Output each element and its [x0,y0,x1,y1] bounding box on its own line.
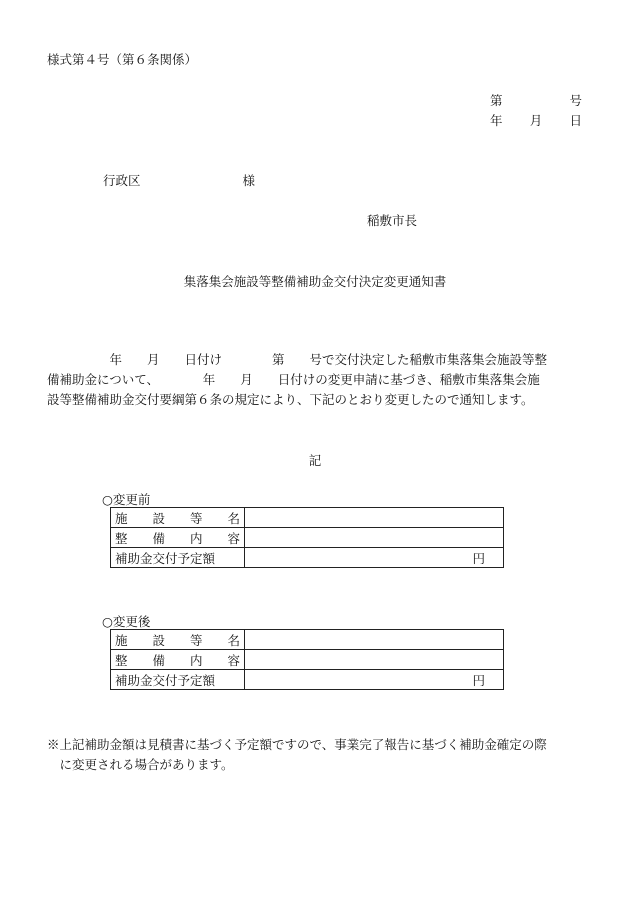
amount-value[interactable]: 円 [245,670,504,690]
body-line: 設等整備補助金交付要綱第６条の規定により、下記のとおり変更したので通知します。 [47,392,534,407]
label-char: 設 [152,510,165,526]
addressee [103,171,255,189]
label-char: 容 [227,530,240,546]
facility-value[interactable] [245,508,504,528]
amount-value[interactable]: 円 [245,548,504,568]
row-label-amount: 補助金交付予定額 [111,670,245,690]
label-char: 内 [189,652,203,668]
document-number-prefix: 第 [490,93,503,108]
table-row [111,670,504,690]
row-label-amount: 補助金交付予定額 [111,548,245,568]
label-char: 備 [152,530,165,546]
label-char: 内 [189,530,203,546]
section-label-before: ○変更前 [102,492,151,507]
document-date [490,111,582,129]
before-table [110,507,504,568]
label-char: 施 [115,632,128,648]
table-row [111,650,504,670]
after-table [110,629,504,690]
sender: 稲敷市長 [367,213,418,228]
label-char: 設 [152,632,165,648]
row-label-content [111,650,245,670]
table-row [111,508,504,528]
ki-heading: 記 [308,453,322,468]
document-number-suffix: 号 [569,93,582,108]
label-char: 備 [152,652,165,668]
label-char: 等 [189,510,203,526]
addressee-ward: 行政区 [103,173,141,188]
footnote-line: ※上記補助金額は見積書に基づく予定額ですので、事業完了報告に基づく補助金確定の際 [47,737,547,752]
document-title: 集落集会施設等整備補助金交付決定変更通知書 [183,274,447,289]
label-char: 整 [115,530,128,546]
date-year: 年 [490,113,503,128]
content-value[interactable] [245,650,504,670]
label-char: 容 [227,652,240,668]
label-char: 名 [227,510,240,526]
row-label-facility [111,630,245,650]
table-row [111,630,504,650]
facility-value[interactable] [245,630,504,650]
body-text [47,350,592,410]
row-label-facility [111,508,245,528]
label-char: 整 [115,652,128,668]
addressee-honorific: 様 [242,173,255,188]
table-row [111,548,504,568]
document-number [490,91,582,109]
body-line: 備補助金について、 年 月 日付けの変更申請に基づき、稲敷市集落集会施 [47,372,540,387]
section-label-after: ○変更後 [102,614,151,629]
table-row [111,528,504,548]
form-number: 様式第４号（第６条関係） [47,52,198,67]
label-char: 名 [227,632,240,648]
date-month: 月 [529,113,543,128]
row-label-content [111,528,245,548]
body-line: 年 月 日付け 第 号で交付決定した稲敷市集落集会施設等整 [47,352,548,367]
label-char: 等 [189,632,203,648]
date-day: 日 [569,113,582,128]
label-char: 施 [115,510,128,526]
content-value[interactable] [245,528,504,548]
footnote [47,735,597,775]
footnote-line: に変更される場合があります。 [47,757,234,772]
